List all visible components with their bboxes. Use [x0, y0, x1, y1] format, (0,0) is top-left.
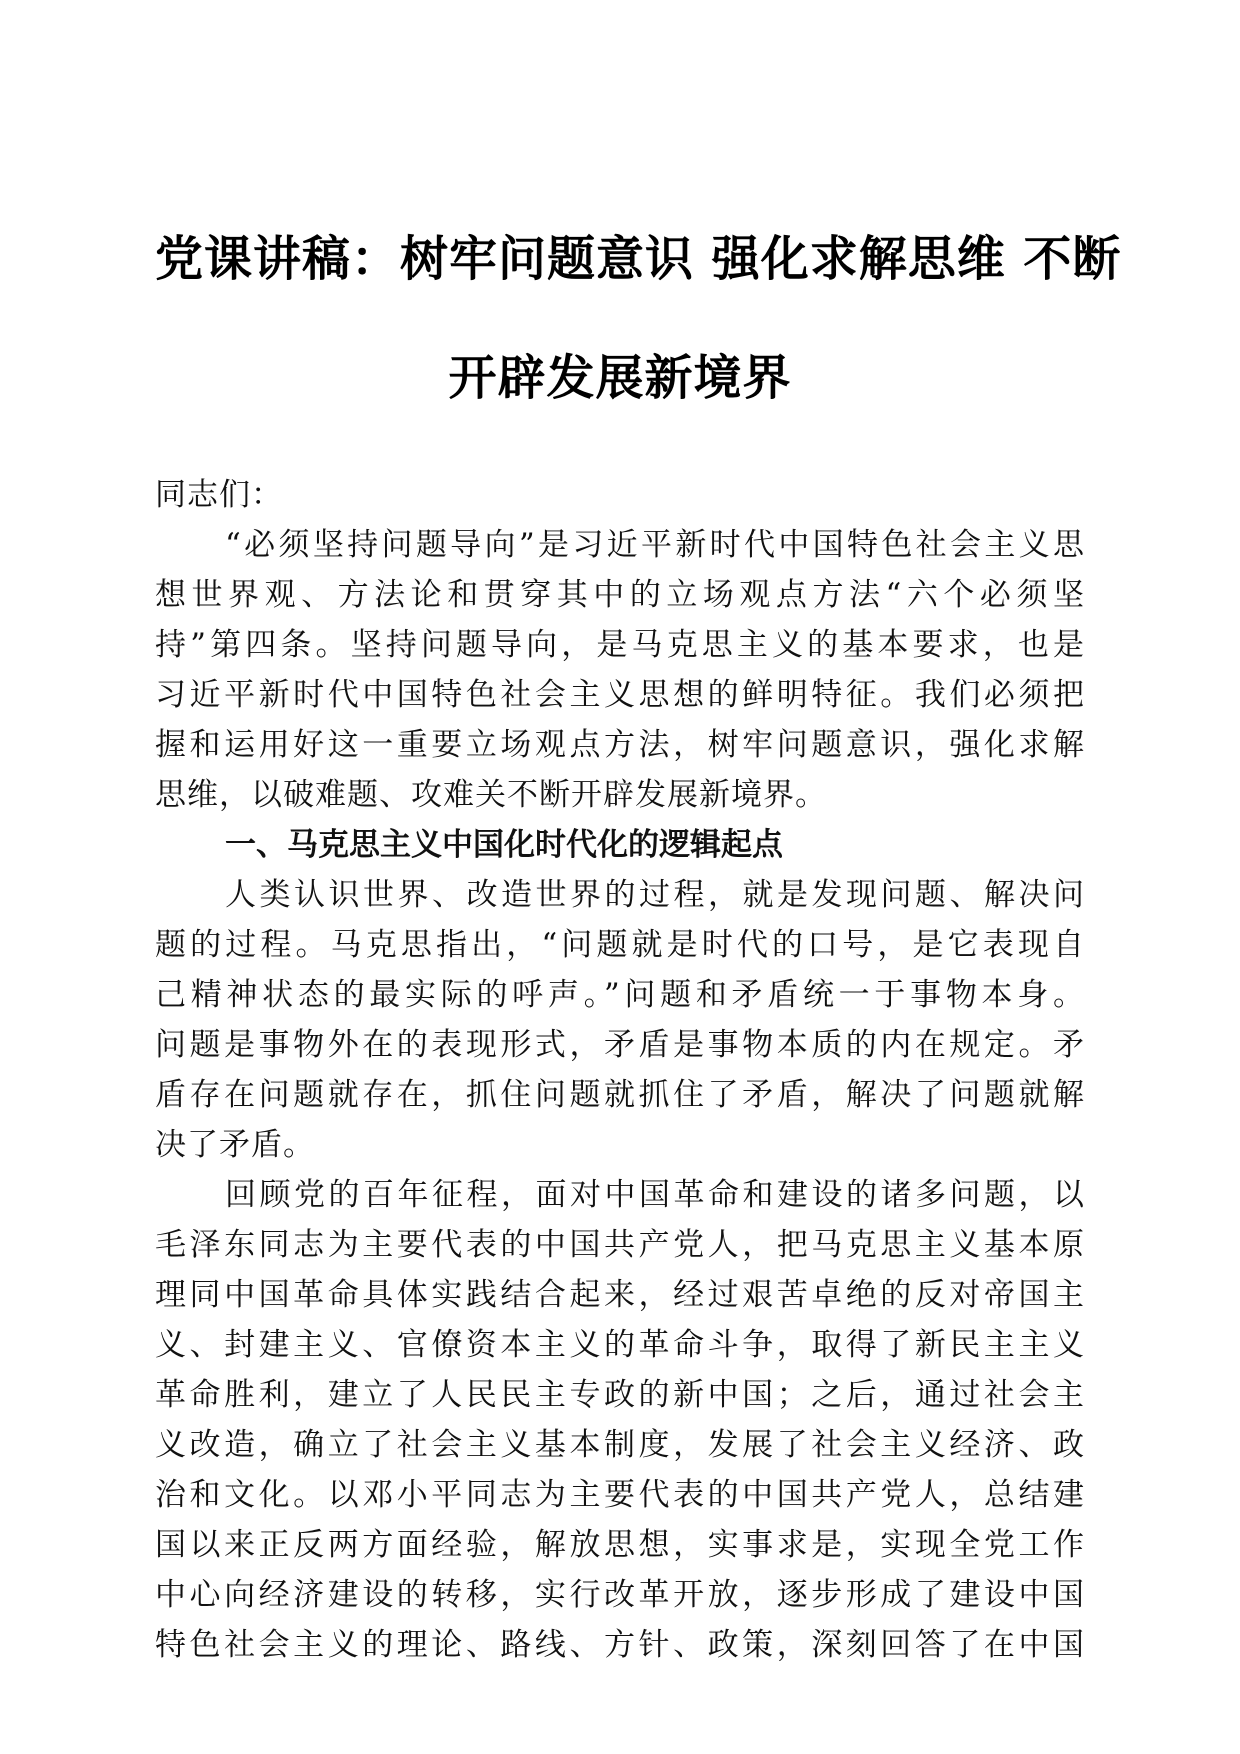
paragraph-2-line: 义、封建主义、官僚资本主义的革命斗争，取得了新民主主义: [155, 1327, 1085, 1363]
intro-line: 想世界观、方法论和贯穿其中的立场观点方法“六个必须坚: [155, 577, 1085, 613]
paragraph-2-line: 治和文化。以邓小平同志为主要代表的中国共产党人，总结建: [155, 1477, 1085, 1513]
intro-line: 持”第四条。坚持问题导向，是马克思主义的基本要求，也是: [155, 627, 1085, 663]
paragraph-2-line: 中心向经济建设的转移，实行改革开放，逐步形成了建设中国: [155, 1577, 1085, 1613]
paragraph-1-line: 问题是事物外在的表现形式，矛盾是事物本质的内在规定。矛: [155, 1027, 1085, 1063]
intro-line: 习近平新时代中国特色社会主义思想的鲜明特征。我们必须把: [155, 677, 1085, 713]
document-title-line-1: 党课讲稿：树牢问题意识 强化求解思维 不断: [155, 231, 1122, 287]
paragraph-1-line: 人类认识世界、改造世界的过程，就是发现问题、解决问: [225, 877, 1085, 913]
paragraph-1-line: 决了矛盾。: [155, 1127, 315, 1163]
paragraph-1-line: 题的过程。马克思指出，“问题就是时代的口号，是它表现自: [155, 927, 1085, 963]
intro-line: 思维，以破难题、攻难关不断开辟发展新境界。: [155, 777, 827, 813]
intro-line: 握和运用好这一重要立场观点方法，树牢问题意识，强化求解: [155, 727, 1085, 763]
intro-line: “必须坚持问题导向”是习近平新时代中国特色社会主义思: [225, 527, 1085, 563]
paragraph-2-line: 义改造，确立了社会主义基本制度，发展了社会主义经济、政: [155, 1427, 1085, 1463]
section-heading: 一、马克思主义中国化时代化的逻辑起点: [225, 827, 783, 863]
paragraph-2-line: 毛泽东同志为主要代表的中国共产党人，把马克思主义基本原: [155, 1227, 1085, 1263]
salutation: 同志们：: [155, 477, 283, 513]
paragraph-2-line: 回顾党的百年征程，面对中国革命和建设的诸多问题，以: [225, 1177, 1085, 1213]
paragraph-1-line: 己精神状态的最实际的呼声。”问题和矛盾统一于事物本身。: [155, 977, 1085, 1013]
paragraph-2-line: 理同中国革命具体实践结合起来，经过艰苦卓绝的反对帝国主: [155, 1277, 1085, 1313]
document-title-line-2: 开辟发展新境界: [448, 350, 792, 406]
paragraph-2-line: 国以来正反两方面经验，解放思想，实事求是，实现全党工作: [155, 1527, 1085, 1563]
paragraph-2-line: 特色社会主义的理论、路线、方针、政策，深刻回答了在中国: [155, 1627, 1085, 1663]
paragraph-2-line: 革命胜利，建立了人民民主专政的新中国；之后，通过社会主: [155, 1377, 1085, 1413]
paragraph-1-line: 盾存在问题就存在，抓住问题就抓住了矛盾，解决了问题就解: [155, 1077, 1085, 1113]
document-body: [155, 470, 1085, 1670]
